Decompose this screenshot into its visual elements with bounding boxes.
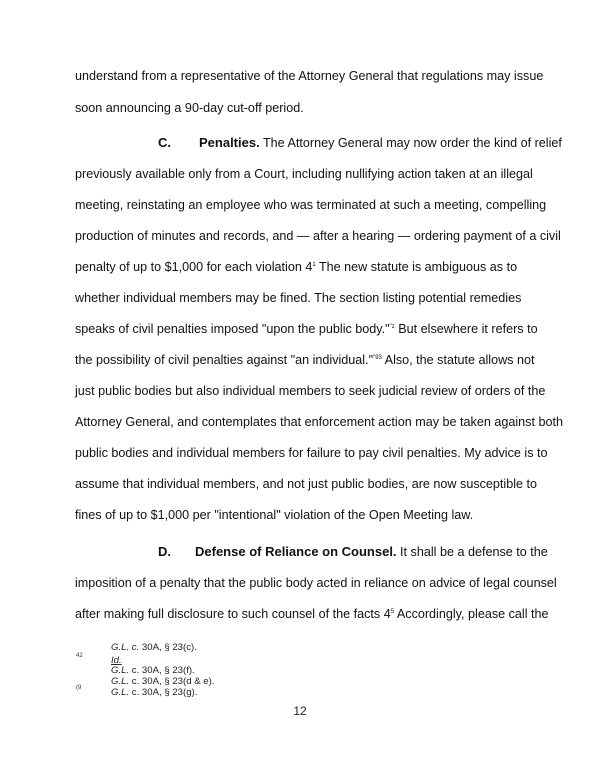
body-line: understand from a representative of the Attorney General that regulations may issue [75, 69, 544, 83]
section-text: The Attorney General may now order the kind of relief [262, 136, 562, 150]
text-run: Accordingly, please call the [394, 607, 549, 621]
citation-source: Id. [111, 655, 122, 666]
footnote-number: (9 [76, 685, 82, 691]
section-title: Penalties. [199, 135, 260, 150]
body-line: soon announcing a 90-day cut-off period. [75, 101, 304, 115]
body-line [75, 607, 549, 621]
footnote-number: 42 [76, 653, 83, 659]
body-line [75, 322, 538, 336]
text-run: But elsewhere it refers to [394, 322, 538, 336]
body-line: meeting, reinstating an employee who was terminated at such a meeting, compelling [75, 198, 547, 212]
citation-detail: c. 30A, § 23(d & e). [129, 676, 215, 687]
body-line: fines of up to $1,000 per "intentional" violation of the Open Meeting law. [75, 508, 474, 522]
citation-source: G.L. [111, 687, 130, 698]
footnote-ref: 5 [390, 609, 395, 615]
section-text: It shall be a defense to the [400, 545, 548, 559]
citation-detail: 30A, § 23(c). [139, 642, 197, 653]
text-run: The new statute is ambiguous as to [315, 260, 518, 274]
citation-detail: c. 30A, § 23(g). [129, 687, 198, 698]
body-line: Attorney General, and contemplates that enforcement action may be taken against both [75, 415, 563, 429]
body-line: imposition of a penalty that the public body acted in reliance on advice of legal counsel [75, 576, 557, 590]
footnote [111, 687, 197, 698]
body-line: assume that individual members, and not just public bodies, are now susceptible to [75, 477, 538, 491]
body-line: public bodies and individual members for failure to pay civil penalties. My advice is to [75, 446, 548, 460]
body-line: production of minutes and records, and — after a hearing — ordering payment of a civil [75, 229, 561, 243]
body-line [75, 260, 517, 274]
section-c-heading-line [158, 136, 562, 150]
footnote [111, 676, 214, 687]
citation-detail: c. 30A, § 23(f). [129, 665, 195, 676]
footnote [111, 665, 195, 676]
body-line: whether individual members may be fined. The section listing potential remedies [75, 291, 522, 305]
section-title: Defense of Reliance on Counsel. [195, 544, 397, 559]
citation-source: G.L. [111, 676, 130, 687]
text-run: Also, the statute allows not [381, 353, 535, 367]
text-run: the possibility of civil penalties against "an individual." [75, 353, 374, 367]
footnote [111, 642, 197, 653]
footnote-ref: "z [389, 324, 395, 330]
footnote-ref: 1 [312, 262, 316, 268]
page-number: 12 [293, 704, 307, 718]
body-line: previously available only from a Court, including nullifying action taken at an illegal [75, 167, 533, 181]
section-letter: D. [158, 544, 171, 559]
section-d-heading-line [158, 545, 548, 559]
citation-source: G.L. c. [111, 642, 140, 653]
text-run: penalty of up to $1,000 for each violation 4 [75, 260, 313, 274]
text-run: speaks of civil penalties imposed "upon the public body." [75, 322, 390, 336]
body-line [75, 353, 535, 367]
citation-source: G.L. [111, 665, 130, 676]
footnote-ref: "93 [373, 355, 382, 361]
section-letter: C. [158, 135, 171, 150]
body-line: just public bodies but also individual members to seek judicial review of orders of the [75, 384, 546, 398]
text-run: after making full disclosure to such counsel of the facts 4 [75, 607, 391, 621]
